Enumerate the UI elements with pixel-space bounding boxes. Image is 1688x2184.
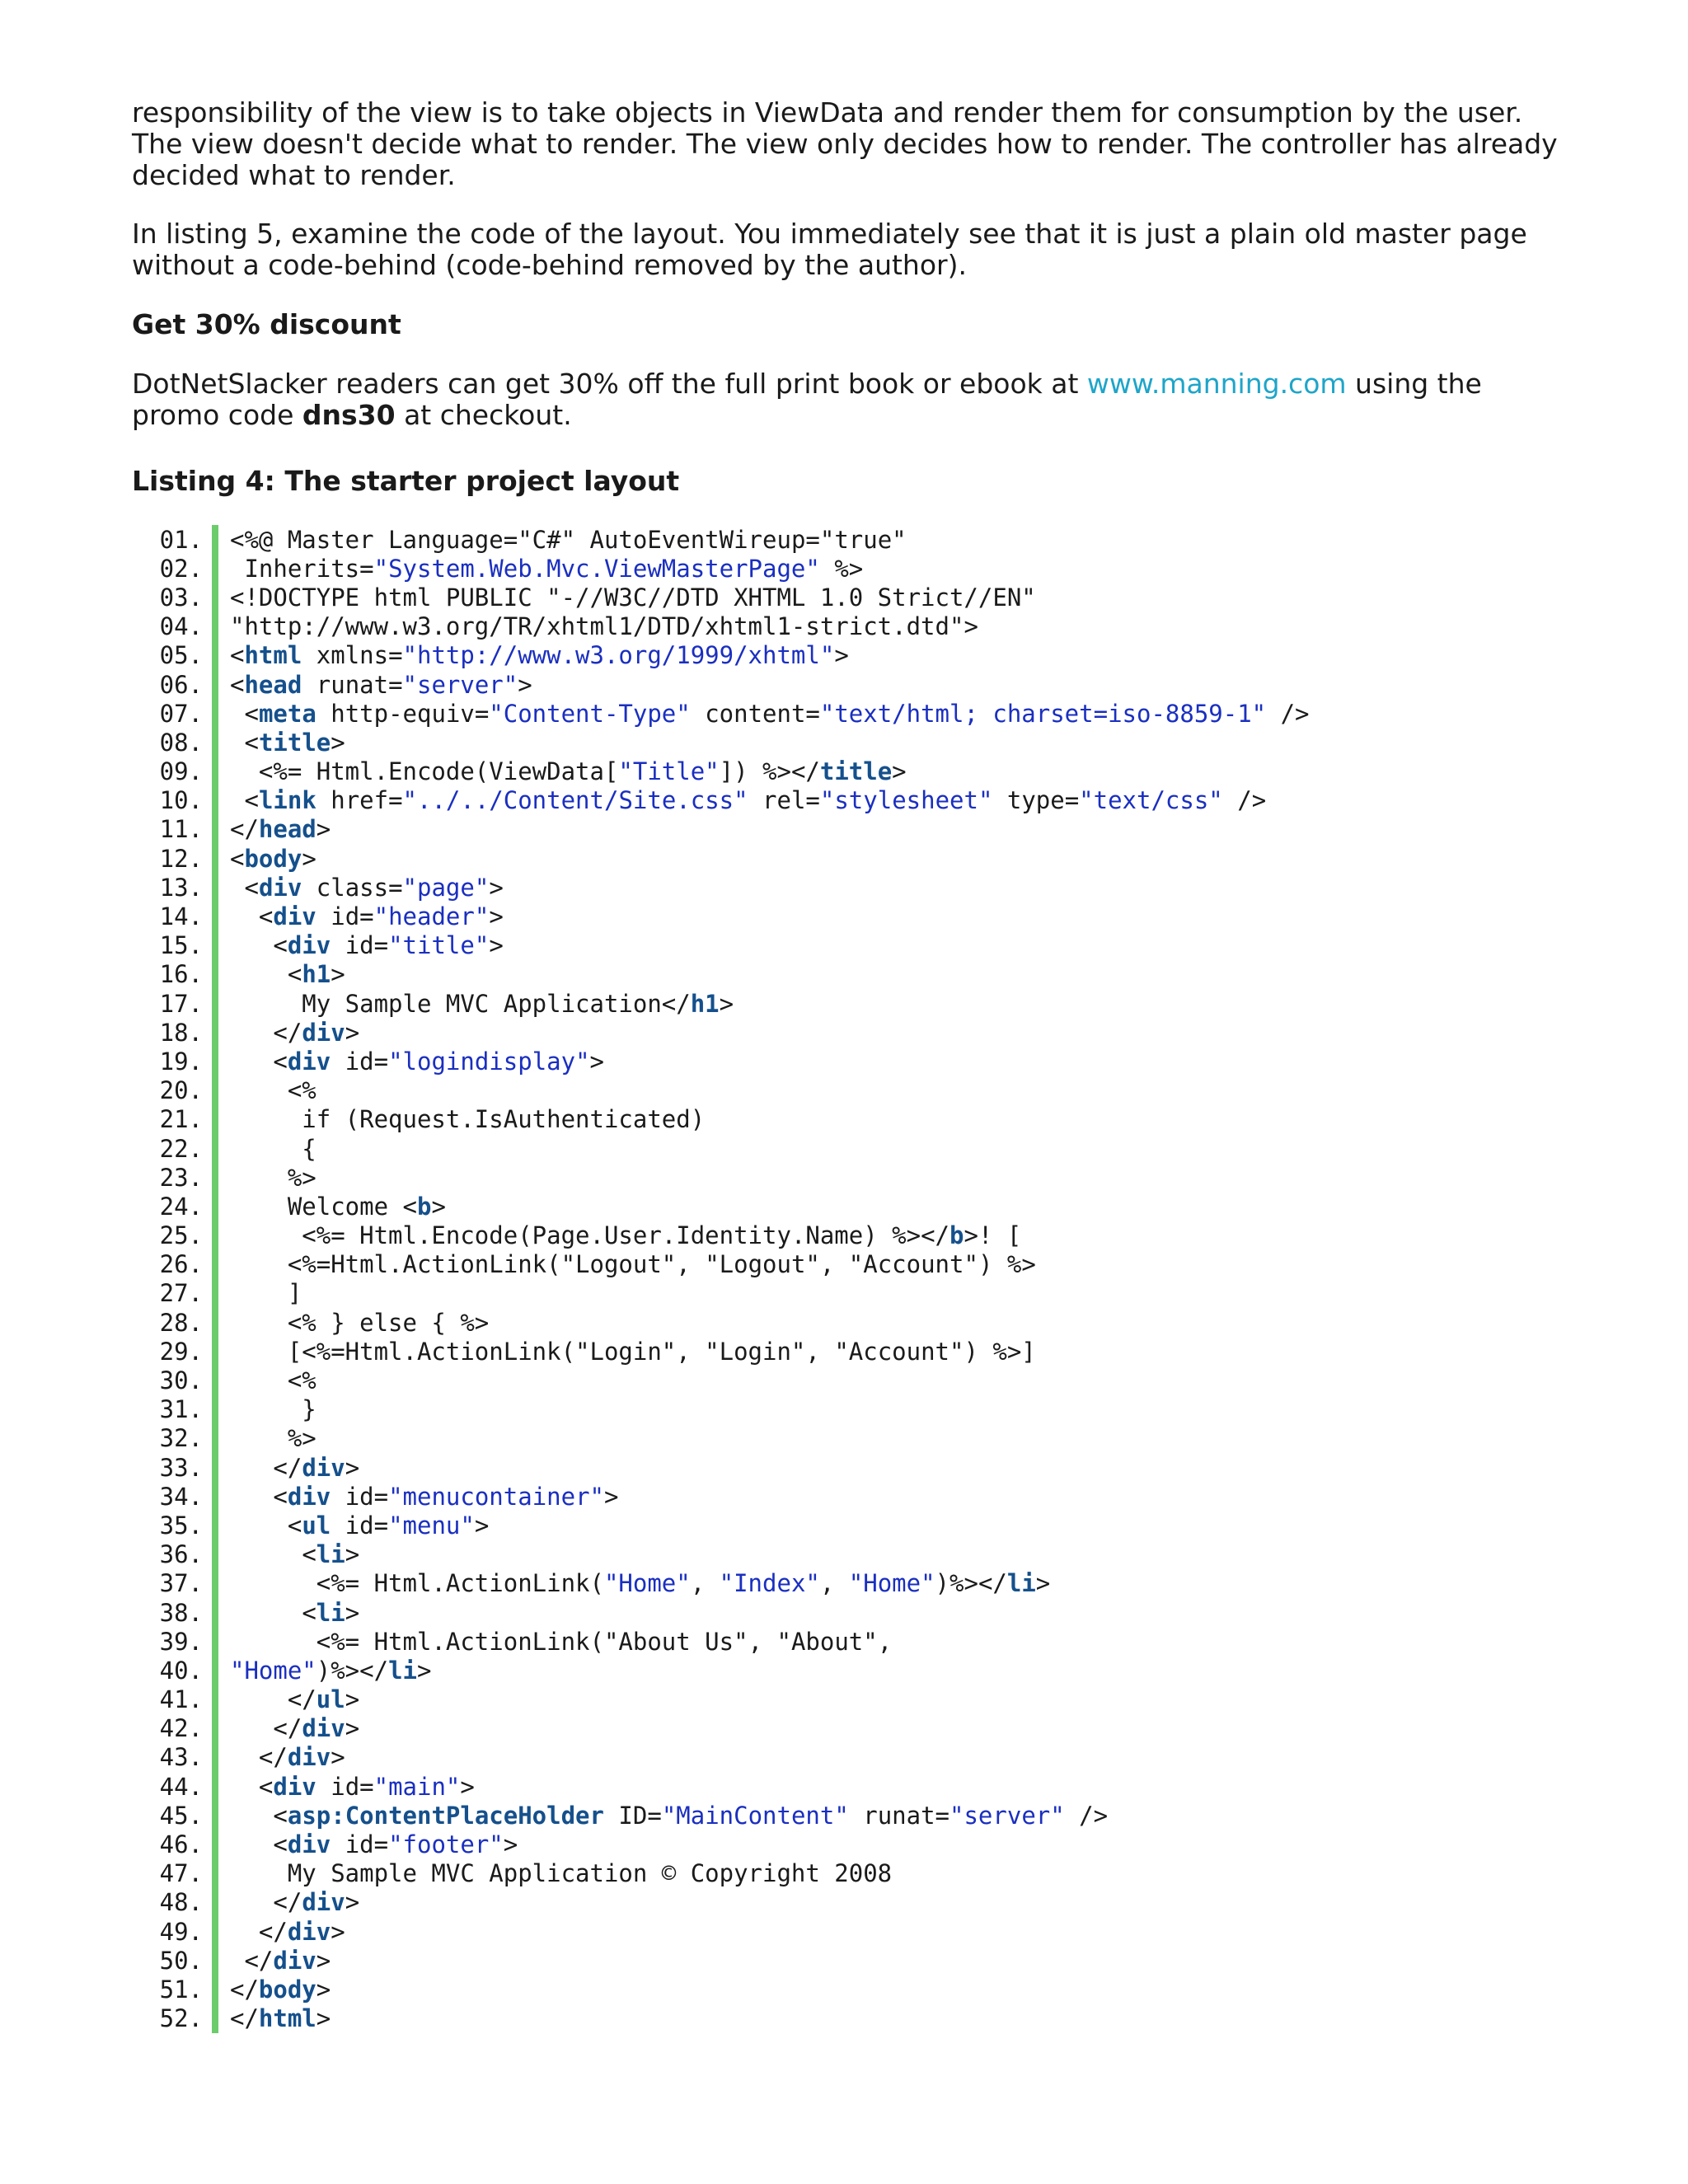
gutter-bar (212, 1047, 218, 1076)
code-text: [<%=Html.ActionLink("Login", "Login", "Account") %>] (230, 1337, 1036, 1366)
line-number: 36. (159, 1540, 203, 1569)
gutter-bar (212, 1714, 218, 1743)
gutter-bar (212, 1163, 218, 1192)
code-line (132, 1511, 1566, 1540)
code-line (132, 1830, 1566, 1858)
gutter-bar (212, 1830, 218, 1858)
code-line (132, 1685, 1566, 1714)
document-page (132, 97, 1566, 2033)
code-text: <div id="menucontainer"> (273, 1482, 619, 1511)
code-line (132, 1424, 1566, 1453)
discount-text-middle: using the promo code (132, 368, 1482, 431)
code-line (132, 1163, 1566, 1192)
line-number: 46. (159, 1830, 203, 1859)
listing-title: Listing 4: The starter project layout (132, 465, 680, 497)
gutter-bar (212, 1859, 218, 1888)
gutter-bar (212, 728, 218, 757)
gutter-bar (212, 554, 218, 583)
code-text: %> (230, 1163, 316, 1192)
line-number: 39. (159, 1627, 203, 1656)
code-line (132, 2004, 1566, 2033)
code-line (132, 1366, 1566, 1394)
code-text: <meta http-equiv="Content-Type" content="text/html; charset=iso-8859-1" /> (244, 699, 1310, 728)
code-line (132, 1453, 1566, 1482)
code-text: <li> (302, 1540, 360, 1569)
code-text: </body> (230, 1975, 331, 2004)
discount-heading: Get 30% discount (132, 308, 401, 340)
code-text: Inherits="System.Web.Mvc.ViewMasterPage" %> (230, 554, 864, 583)
code-line (132, 1018, 1566, 1047)
code-text: if (Request.IsAuthenticated) (230, 1105, 706, 1134)
code-text: <div id="header"> (258, 902, 504, 931)
gutter-bar (212, 1975, 218, 2004)
gutter-bar (212, 1395, 218, 1424)
gutter-bar (212, 1627, 218, 1656)
gutter-bar (212, 1888, 218, 1917)
code-line (132, 960, 1566, 989)
line-number: 03. (159, 583, 203, 612)
code-line (132, 1279, 1566, 1308)
line-number: 38. (159, 1598, 203, 1627)
gutter-bar (212, 641, 218, 670)
gutter-bar (212, 1105, 218, 1134)
line-number: 24. (159, 1192, 203, 1221)
code-line (132, 1105, 1566, 1134)
gutter-bar (212, 1366, 218, 1394)
code-text: <asp:ContentPlaceHolder ID="MainContent" runat="server" /> (273, 1801, 1109, 1830)
paragraph-listing-intro: In listing 5, examine the code of the layout. You immediately see that it is just a plain old master page without a code-behind (code-behind removed by the author). (132, 218, 1527, 281)
code-line (132, 1975, 1566, 2004)
gutter-bar (212, 931, 218, 960)
code-line (132, 1482, 1566, 1511)
line-number: 23. (159, 1163, 203, 1192)
line-number: 44. (159, 1772, 203, 1801)
gutter-bar (212, 960, 218, 989)
gutter-bar (212, 844, 218, 873)
line-number: 18. (159, 1018, 203, 1047)
line-number: 41. (159, 1685, 203, 1714)
gutter-bar (212, 902, 218, 930)
code-text: <%= Html.ActionLink("About Us", "About", (230, 1627, 893, 1656)
gutter-bar (212, 1482, 218, 1511)
line-number: 04. (159, 612, 203, 641)
code-line (132, 786, 1566, 815)
discount-paragraph (132, 368, 1566, 431)
line-number: 13. (159, 873, 203, 902)
code-line (132, 902, 1566, 930)
line-number: 20. (159, 1076, 203, 1105)
line-number: 34. (159, 1482, 203, 1511)
line-number: 31. (159, 1395, 203, 1424)
code-line (132, 1076, 1566, 1105)
code-line (132, 1250, 1566, 1279)
code-line (132, 1917, 1566, 1946)
code-text: <%= Html.ActionLink("Home", "Index", "Home")%></li> (230, 1569, 1051, 1598)
line-number: 45. (159, 1801, 203, 1830)
line-number: 52. (159, 2004, 203, 2033)
code-line (132, 612, 1566, 641)
code-line (132, 1743, 1566, 1772)
gutter-bar (212, 1018, 218, 1047)
code-text: <% } else { %> (230, 1308, 490, 1337)
gutter-bar (212, 873, 218, 902)
code-text: ] (230, 1279, 302, 1308)
gutter-bar (212, 1540, 218, 1569)
code-text: </div> (244, 1946, 331, 1975)
code-line (132, 1221, 1566, 1250)
line-number: 22. (159, 1134, 203, 1163)
code-text: <html xmlns="http://www.w3.org/1999/xhtml"> (230, 641, 849, 670)
code-text: <div id="title"> (273, 931, 504, 960)
code-line (132, 815, 1566, 844)
code-line (132, 1888, 1566, 1917)
gutter-bar (212, 583, 218, 612)
code-line (132, 1946, 1566, 1975)
gutter-bar (212, 1308, 218, 1337)
code-text: <link href="../../Content/Site.css" rel="stylesheet" type="text/css" /> (244, 786, 1267, 815)
gutter-bar (212, 1453, 218, 1482)
code-line (132, 554, 1566, 583)
code-line (132, 1772, 1566, 1801)
code-line (132, 1714, 1566, 1743)
gutter-bar (212, 1743, 218, 1772)
line-number: 30. (159, 1366, 203, 1395)
line-number: 21. (159, 1105, 203, 1134)
discount-text-before: DotNetSlacker readers can get 30% off the full print book or ebook at (132, 368, 1087, 400)
paragraph-view-responsibility: responsibility of the view is to take objects in ViewData and render them for consumption by the user. The view doesn't decide what to render. The view only decides how to render. The controller has already decided what to render. (132, 96, 1558, 191)
gutter-bar (212, 1598, 218, 1627)
code-text: <div id="logindisplay"> (273, 1047, 604, 1076)
code-line (132, 757, 1566, 786)
code-line (132, 1656, 1566, 1685)
code-text: </ul> (287, 1685, 360, 1714)
line-number: 42. (159, 1714, 203, 1743)
gutter-bar (212, 1134, 218, 1163)
code-line (132, 583, 1566, 612)
line-number: 10. (159, 786, 203, 815)
code-text: <%=Html.ActionLink("Logout", "Logout", "Account") %> (230, 1250, 1036, 1279)
code-text: My Sample MVC Application</h1> (230, 989, 734, 1018)
line-number: 12. (159, 844, 203, 873)
code-text: </div> (258, 1917, 345, 1946)
code-line (132, 525, 1566, 554)
code-text: <%= Html.Encode(ViewData["Title"]) %></title> (230, 757, 907, 786)
gutter-bar (212, 670, 218, 699)
gutter-bar (212, 1569, 218, 1598)
line-number: 37. (159, 1569, 203, 1598)
code-line (132, 728, 1566, 757)
code-text: </div> (273, 1453, 360, 1482)
line-number: 19. (159, 1047, 203, 1076)
code-text: "http://www.w3.org/TR/xhtml1/DTD/xhtml1-strict.dtd"> (230, 612, 978, 641)
gutter-bar (212, 989, 218, 1018)
line-number: 09. (159, 757, 203, 786)
code-text: </div> (273, 1714, 360, 1743)
code-text: %> (230, 1424, 316, 1453)
code-text: Welcome <b> (230, 1192, 446, 1221)
line-number: 32. (159, 1424, 203, 1453)
code-text: <div class="page"> (244, 873, 504, 902)
gutter-bar (212, 612, 218, 641)
code-line (132, 1627, 1566, 1656)
code-line (132, 1337, 1566, 1366)
code-text: <%= Html.Encode(Page.User.Identity.Name) %></b>! [ (230, 1221, 1022, 1250)
line-number: 14. (159, 902, 203, 931)
code-text: { (230, 1134, 316, 1163)
gutter-bar (212, 2004, 218, 2033)
gutter-bar (212, 1424, 218, 1453)
code-line (132, 1192, 1566, 1221)
line-number: 50. (159, 1946, 203, 1975)
code-line (132, 641, 1566, 670)
gutter-bar (212, 1076, 218, 1105)
gutter-bar (212, 1511, 218, 1540)
line-number: 26. (159, 1250, 203, 1279)
line-number: 11. (159, 815, 203, 844)
code-line (132, 844, 1566, 873)
code-line (132, 931, 1566, 960)
discount-text-after: at checkout. (395, 399, 572, 431)
line-number: 33. (159, 1453, 203, 1482)
code-text: </div> (273, 1888, 360, 1917)
line-number: 05. (159, 641, 203, 670)
line-number: 01. (159, 525, 203, 554)
code-text: </div> (273, 1018, 360, 1047)
line-number: 29. (159, 1337, 203, 1366)
code-line (132, 1859, 1566, 1888)
line-number: 25. (159, 1221, 203, 1250)
gutter-bar (212, 1685, 218, 1714)
gutter-bar (212, 1192, 218, 1221)
code-text: <% (230, 1076, 316, 1105)
line-number: 16. (159, 960, 203, 989)
gutter-bar (212, 757, 218, 786)
line-number: 07. (159, 699, 203, 728)
code-line (132, 1134, 1566, 1163)
code-text: <%@ Master Language="C#" AutoEventWireup="true" (230, 525, 907, 554)
line-number: 27. (159, 1279, 203, 1308)
line-number: 40. (159, 1656, 203, 1685)
gutter-bar (212, 815, 218, 844)
code-line (132, 1598, 1566, 1627)
code-text: <li> (302, 1598, 360, 1627)
gutter-bar (212, 699, 218, 728)
code-text: <title> (244, 728, 345, 757)
code-text: "Home")%></li> (230, 1656, 432, 1685)
code-text: </div> (258, 1743, 345, 1772)
gutter-bar (212, 1337, 218, 1366)
code-line (132, 1801, 1566, 1830)
code-text: </html> (230, 2004, 331, 2033)
code-text: </head> (230, 815, 331, 844)
gutter-bar (212, 1801, 218, 1830)
gutter-bar (212, 1656, 218, 1685)
gutter-bar (212, 525, 218, 554)
line-number: 28. (159, 1308, 203, 1337)
code-line (132, 670, 1566, 699)
line-number: 15. (159, 931, 203, 960)
code-listing (132, 525, 1566, 2033)
line-number: 47. (159, 1859, 203, 1888)
gutter-bar (212, 1917, 218, 1946)
code-line (132, 873, 1566, 902)
code-text: <head runat="server"> (230, 670, 532, 699)
line-number: 43. (159, 1743, 203, 1772)
promo-code: dns30 (302, 399, 396, 431)
code-line (132, 1308, 1566, 1337)
code-text: My Sample MVC Application © Copyright 2008 (230, 1859, 893, 1888)
code-text: <div id="main"> (258, 1772, 475, 1801)
line-number: 02. (159, 554, 203, 583)
line-number: 35. (159, 1511, 203, 1540)
manning-link[interactable]: www.manning.com (1086, 368, 1347, 400)
gutter-bar (212, 786, 218, 815)
code-text: } (230, 1395, 316, 1424)
gutter-bar (212, 1221, 218, 1250)
code-text: <div id="footer"> (273, 1830, 518, 1859)
code-text: <!DOCTYPE html PUBLIC "-//W3C//DTD XHTML 1.0 Strict//EN" (230, 583, 1036, 612)
line-number: 51. (159, 1975, 203, 2004)
line-number: 48. (159, 1888, 203, 1917)
code-line (132, 1047, 1566, 1076)
gutter-bar (212, 1946, 218, 1975)
line-number: 08. (159, 728, 203, 757)
line-number: 06. (159, 670, 203, 699)
code-text: <ul id="menu"> (287, 1511, 490, 1540)
gutter-bar (212, 1279, 218, 1308)
line-number: 49. (159, 1917, 203, 1946)
code-text: <h1> (287, 960, 345, 989)
gutter-bar (212, 1772, 218, 1801)
code-text: <% (230, 1366, 316, 1395)
code-line (132, 1569, 1566, 1598)
code-text: <body> (230, 844, 316, 873)
line-number: 17. (159, 989, 203, 1018)
code-line (132, 989, 1566, 1018)
code-line (132, 1540, 1566, 1569)
gutter-bar (212, 1250, 218, 1279)
code-line (132, 699, 1566, 728)
code-line (132, 1395, 1566, 1424)
